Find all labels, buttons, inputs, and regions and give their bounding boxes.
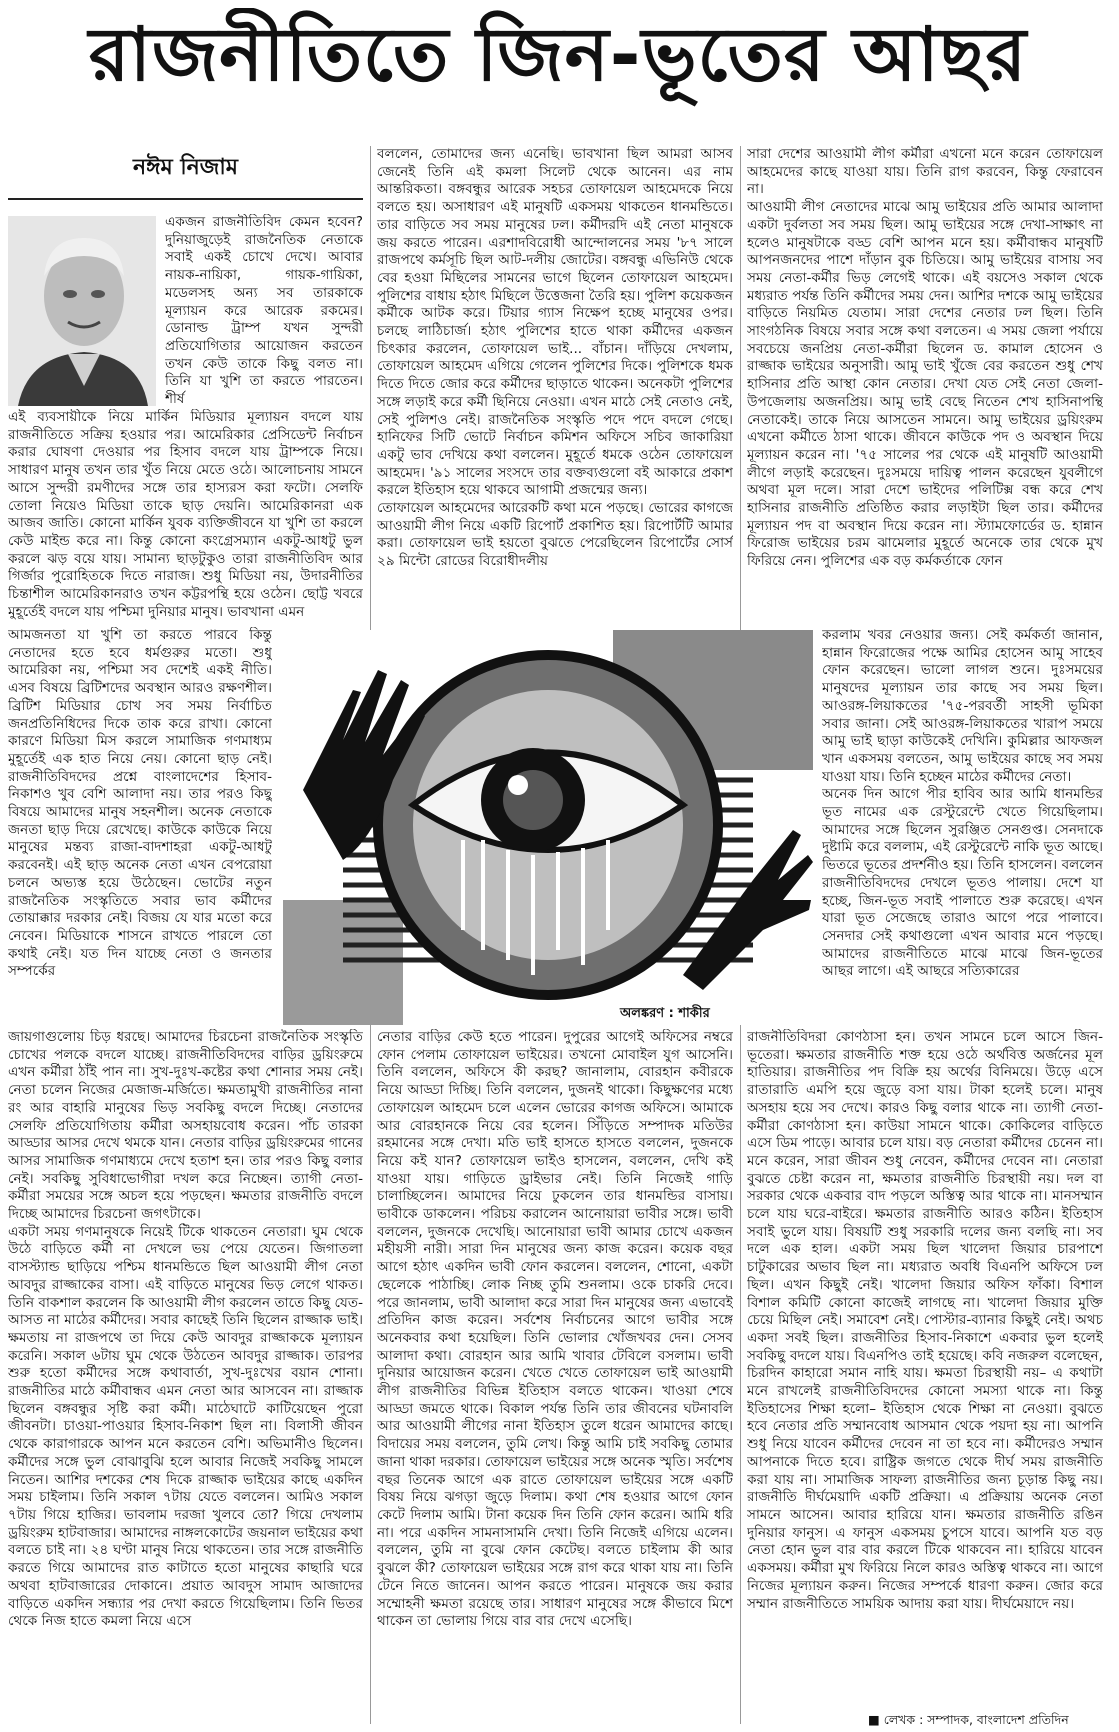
author-photo (8, 216, 156, 406)
illustration (283, 630, 813, 1025)
column-1-lower (8, 1029, 363, 1724)
paragraph: করলাম খবর নেওয়ার জন্য। সেই কর্মকর্তা জানান, হান্নান ফিরোজের পক্ষে আমির হোসেন আমু সাহেব ফোন করেছেন। ভালো লাগল শুনে। দুঃসময়ের মানুষদের মূল্যায়ন তার কাছে সব সময় ছিল। আওরঙ্গ-লিয়াকতের '৭৫-পরবর্তী সাহসী ভূমিকা সবার জানা। সেই আওরঙ্গ-লিয়াকতের খারাপ সময়ে আমু ভাই ছাড়া কাউকেই দেখিনি। কুমিল্লার আফজল খান একসময় বলতেন, আমু ভাইয়ের কাছে সব সময় যাওয়া যায়। তিনি হচ্ছেন মাঠের কর্মীদের নেতা। অনেক দিন আগে পীর হাবিব আর আমি ধানমন্ডির ভূত নামের এক রেস্টুরেন্টে খেতে গিয়েছিলাম। আমাদের সঙ্গে ছিলেন সুরঞ্জিত সেনগুপ্ত। সেনদাকে দুষ্টামি করে বললাম, এই রেস্টুরেন্টে নাকি ভূত আছে। ভিতরে ভূতের প্রদর্শনীও হয়। তিনি হাসলেন। বললেন রাজনীতিবিদদের দেখলে ভূতও পালায়। দেশে যা হচ্ছে, জিন-ভূত সবাই পালাতে শুরু করেছে। এখন যারা ভূত সেজেছে তারাও আগে পরে পালাবে। সেনদার সেই কথাগুলো এখন আবার মনে পড়ছে। আমাদের রাজনীতিতে মাঝে মাঝে জিন-ভূতের আছর লাগে। এই আছরে সত্যিকারের (822, 627, 1103, 980)
column-1-upper (8, 409, 363, 625)
paragraph: বললেন, তোমাদের জন্য এনেছি। ভাবখানা ছিল আমরা আসব জেনেই তিনি এই কমলা সিলেট থেকে আনেন। এর নাম আন্তরিকতা। বঙ্গবন্ধুর আরেক সহচর তোফায়েল আহমেদকে নিয়ে বলতে হয়। অসাধারণ এই মানুষটি একসময় থাকতেন ধানমন্ডিতে। তার বাড়িতে সব সময় মানুষের ঢল। কর্মীদরদি এই নেতা মানুষকে জয় করতে পারেন। এরশাদবিরোধী আন্দোলনের সময় '৮৭ সালে রাজপথে কর্মসূচি ছিল আট-দলীয় জোটের। বঙ্গবন্ধু এভিনিউ থেকে বের হওয়া মিছিলের সামনের ভাগে ছিলেন তোফায়েল আহমেদ। পুলিশের বাধায় হঠাৎ মিছিলে উত্তেজনা তৈরি হয়। পুলিশ কয়েকজন কর্মীকে আটক করে। টিয়ার গ্যাস নিক্ষেপ হচ্ছে মানুষের ওপর। চলছে লাঠিচার্জ। হঠাৎ পুলিশের হাতে থাকা কর্মীদের একজন চিৎকার করলেন, তোফায়েল ভাই... বাঁচান। দাঁড়িয়ে দেখলাম, তোফায়েল আহমেদ এগিয়ে গেলেন পুলিশের দিকে। পুলিশকে ধমক দিতে দিতে জোর করে কর্মীদের ছাড়াতে থাকেন। অনেকটা পুলিশের সঙ্গে লড়াই করে কর্মী ছিনিয়ে নেওয়া। এখন মাঠে সেই নেতাও নেই, সেই পুলিশও নেই। রাজনৈতিক সংস্কৃতি পদে পদে বদলে গেছে। হানিফের সিটি ভোটে নির্বাচন কমিশন অফিসে সচিব জাকারিয়া একটু ভাব দেখিয়ে কথা বললেন। মুহূর্তে ধমকে ওঠেন তোফায়েল আহমেদ। '৯১ সালের সংসদে তার বক্তব্যগুলো বই আকারে প্রকাশ করলে ইতিহাস হয়ে থাকবে আগামী প্রজন্মের জন্য। তোফায়েল আহমেদের আরেকটি কথা মনে পড়ছে। ভোরের কাগজে আওয়ামী লীগ নিয়ে একটি রিপোর্ট প্রকাশিত হয়। রিপোর্টটি আমার করা। তোফায়েল ভাই হয়তো বুঝতে পেরেছিলেন রিপোর্টের সোর্স ২৯ মিন্টো রোডের বিরোধীদলীয় (377, 146, 733, 570)
paragraph: আমজনতা যা খুশি তা করতে পারবে কিন্তু নেতাদের হতে হবে ধর্মগুরুর মতো। শুধু আমেরিকা নয়, পশ্চিমা সব দেশেই একই নীতি। এসব বিষয়ে ব্রিটিশদের অবস্থান আরও রক্ষণশীল। ব্রিটিশ মিডিয়ার চোখ সব সময় নির্বাচিত জনপ্রতিনিধিদের দিকে তাক করে রাখা। কোনো কারণে মিডিয়া মিস করলে সামাজিক গণমাধ্যম মুহূর্তেই এক হাত নিয়ে নেয়। কোনো ছাড় নেই। রাজনীতিবিদদের প্রশ্নে বাংলাদেশের হিসাব-নিকাশও খুব বেশি আলাদা নয়। তার পরও কিছু বিষয়ে আমাদের মানুষ সহনশীল। অনেক নেতাকে জনতা ছাড় দিয়ে রেখেছে। কাউকে কাউকে নিয়ে মানুষের মন্তব্য রাজা-বাদশাহরা একটু-আধটু করবেনই। এই ছাড় অনেক নেতা এখন বেপরোয়া চলনে অভ্যস্ত হয়ে উঠেছেন। ভোটের নতুন রাজনৈতিক সংস্কৃতিতে সবার ভাব কর্মীদের তোয়াক্কার দরকার নেই। বিজয় যে যার মতো করে নেবেন। মিডিয়াকে শাসনে রাখতে পারলে তো কথাই নেই। যত দিন যাচ্ছে নেতা ও জনতার সম্পর্কের (8, 627, 272, 980)
paragraph: নেতার বাড়ির কেউ হতে পারেন। দুপুরের আগেই অফিসের নম্বরে ফোন পেলাম তোফায়েল ভাইয়ের। তখনো মোবাইল যুগ আসেনি। তিনি বললেন, অফিসে কী করছ? জানালাম, বোরহান কবীরকে নিয়ে আড্ডা দিচ্ছি। তিনি বললেন, দুজনই থাকো। কিছুক্ষণের মধ্যে তোফায়েল আহমেদ চলে এলেন ভোরের কাগজ অফিসে। আমাকে আর বোরহানকে নিয়ে বের হলেন। সিঁড়িতে সম্পাদক মতিউর রহমানের সঙ্গে দেখা। মতি ভাই হাসতে হাসতে বললেন, দুজনকে নিয়ে কই যান? তোফায়েল ভাইও হাসলেন, বললেন, দেখি কই যাওয়া যায়। গাড়িতে ড্রাইভার নেই। তিনি নিজেই গাড়ি চালাচ্ছিলেন। আমাদের নিয়ে ঢুকলেন তার ধানমন্ডির বাসায়। ভাবীকে ডাকলেন। পরিচয় করালেন আনোয়ারা ভাবীর সঙ্গে। ভাবী বললেন, দুজনকে দেখেছি। আনোয়ারা ভাবী আমার চোখে একজন মহীয়সী নারী। সারা দিন মানুষের জন্য কাজ করেন। কয়েক বছর আগে হঠাৎ একদিন ভাবী ফোন করলেন। বললেন, শোনো, একটা ছেলেকে পাঠাচ্ছি। লোক নিচ্ছ তুমি শুনলাম। ওকে চাকরি দেবে। পরে জানলাম, ভাবী আলাদা করে সারা দিন মানুষের জন্য এভাবেই প্রতিদিন কাজ করেন। সর্বশেষ নির্বাচনের আগে ভাবীর সঙ্গে অনেকবার কথা হয়েছিল। তিনি ভোলার খোঁজখবর দেন। সেসব আলাদা কথা। বোরহান আর আমি খাবার টেবিলে বসলাম। ভাবী দুনিয়ার আয়োজন করেন। খেতে খেতে তোফায়েল ভাই আওয়ামী লীগ রাজনীতির বিভিন্ন ইতিহাস বলতে থাকেন। খাওয়া শেষে আড্ডা জমতে থাকে। বিকাল পর্যন্ত তিনি তার জীবনের ঘটনাবলি আর আওয়ামী লীগের নানা ইতিহাস তুলে ধরেন আমাদের কাছে। বিদায়ের সময় বললেন, তুমি লেখ। কিন্তু আমি চাই সবকিছু তোমার জানা থাকা দরকার। তোফায়েল ভাইয়ের সঙ্গে অনেক স্মৃতি। সর্বশেষ বছর তিনেক আগে এক রাতে তোফায়েল ভাইয়ের সঙ্গে একটি বিষয় নিয়ে ঝগড়া জুড়ে দিলাম। কথা শেষ হওয়ার আগে ফোন কেটে দিলাম আমি। টানা কয়েক দিন তিনি ফোন করেন। আমি ধরি না। পরে একদিন সামনাসামনি দেখা। তিনি নিজেই এগিয়ে এলেন। বললেন, তুমি না বুঝে ফোন কেটেছ। বলতে চাইলাম কী আর বুঝলে কী? তোফায়েল ভাইয়ের সঙ্গে রাগ করে থাকা যায় না। তিনি টেনে নিতে জানেন। আপন করতে পারেন। মানুষকে জয় করার সম্মোহনী ক্ষমতা রয়েছে তার। সাধারণ মানুষের সঙ্গে কীভাবে মিশে থাকেন তা ভোলায় গিয়ে বার বার দেখে এসেছি। (377, 1029, 733, 1630)
paragraph: রাজনীতিবিদরা কোণঠাসা হন। তখন সামনে চলে আসে জিন-ভূতেরা। ক্ষমতার রাজনীতি শক্ত হয়ে ওঠে অর্থবিত্ত অর্জনের মূল হাতিয়ার। রাজনীতির পদ বিক্রি হয় অর্থের বিনিময়ে। উড়ে এসে রাতারাতি এমপি হয়ে জুড়ে বসা যায়। টাকা হলেই চলে। মানুষ অসহায় হয়ে সব দেখে। কারও কিছু বলার থাকে না। ত্যাগী নেতা-কর্মীরা কোণঠাসা হন। কাউয়া সামনে থাকে। কোকিলের বাড়িতে এসে ডিম পাড়ে। আবার চলে যায়। বড় নেতারা কর্মীদের চেনেন না। মনে করেন, সারা জীবন শুধু নেবেন, কর্মীদের দেবেন না। নেতারা বুঝতে চেষ্টা করেন না, ক্ষমতার রাজনীতি চিরস্থায়ী নয়। দল বা সরকার থেকে একবার বাদ পড়লে অস্তিত্ব আর থাকে না। মানসম্মান চলে যায় ঘরে-বাইরে। ক্ষমতার রাজনীতি আরও কঠিন। ইতিহাস সবাই ভুলে যায়। বিষয়টি শুধু সরকারি দলের জন্য বলছি না। সব দলে এক হাল। একটা সময় ছিল খালেদা জিয়ার চারপাশে চাটুকারের অভাব ছিল না। মধ্যরাত অবধি বিএনপি অফিসে ঢল ছিল। এখন কিছুই নেই। খালেদা জিয়ার অফিস ফাঁকা। বিশাল বিশাল কমিটি কোনো কাজেই লাগছে না। খালেদা জিয়ার মুক্তি চেয়ে মিছিল নেই। সমাবেশ নেই। পোস্টার-ব্যানার কিছুই নেই। অথচ একদা সবই ছিল। রাজনীতির হিসাব-নিকাশে একবার ভুল হলেই সবকিছু বদলে যায়। বিএনপিও তাই হয়েছে। কবি নজরুল বলেছেন, চিরদিন কাহারো সমান নাহি যায়। ক্ষমতা চিরস্থায়ী নয়– এ কথাটা মনে রাখলেই রাজনীতিবিদদের কোনো সমস্যা থাকে না। কিন্তু ইতিহাসের শিক্ষা হলো– ইতিহাস থেকে শিক্ষা না নেওয়া। বুঝতে হবে নেতার প্রতি সম্মানবোধ আসমান থেকে পয়দা হয় না। আপনি শুধু নিয়ে যাবেন কর্মীদের দেবেন না তা হবে না। কর্মীদেরও সম্মান আপনাকে দিতে হবে। রাষ্ট্রিক জগতে থেকে দীর্ঘ সময় রাজনীতি করা যায় না। সামাজিক সাফল্য রাজনীতির জন্য চূড়ান্ত কিছু নয়। রাজনীতি দীর্ঘমেয়াদি একটি প্রক্রিয়া। এ প্রক্রিয়ায় অনেক নেতা সামনে আসেন। আবার হারিয়ে যান। ক্ষমতার রাজনীতি রঙিন দুনিয়ার ফানুস। এ ফানুস একসময় চুপসে যাবে। আপনি যত বড় নেতা হোন ভুল বার বার করলে টিকে থাকবেন না। হারিয়ে যাবেন একসময়। কর্মীরা মুখ ফিরিয়ে নিলে কারও অস্তিত্ব থাকবে না। আগে নিজের মূল্যায়ন করুন। নিজের সম্পর্কে ধারণা করুন। জোর করে সম্মান রাজনীতিতে সাময়িক আদায় করা যায়। দীর্ঘমেয়াদে নয়। (747, 1029, 1103, 1612)
paragraph: একজন রাজনীতিবিদ কেমন হবেন? দুনিয়াজুড়েই রাজনৈতিক নেতাকে সবাই একই চোখে দেখে। আবার নায়ক-নায়িকা, গায়ক-গায়িকা, মডেলসহ অন্য সব তারকাকে মূল্যায়ন করে আরেক রকমের। ডোনাল্ড ট্রাম্প যখন সুন্দরী প্রতিযোগিতার আয়োজন করতেন তখন কেউ তাকে কিছু বলত না। তিনি যা খুশি তা করতে পারতেন। শীর্ষ (165, 214, 363, 407)
column-3-upper (747, 146, 1103, 624)
byline: নঈম নিজাম (132, 155, 239, 180)
byline-rule (8, 198, 363, 200)
paragraph: সারা দেশের আওয়ামী লীগ কর্মীরা এখনো মনে করেন তোফায়েল আহমেদের কাছে যাওয়া যায়। তিনি রাগ করবেন, কিন্তু ফেরাবেন না। আওয়ামী লীগ নেতাদের মাঝে আমু ভাইয়ের প্রতি আমার আলাদা একটা দুর্বলতা সব সময় ছিল। আমু ভাইয়ের সঙ্গে দেখা-সাক্ষাৎ না হলেও মানুষটাকে বড্ড বেশি আপন মনে হয়। কর্মীবান্ধব মানুষটি আপনজনদের পাশে দাঁড়ান বুক চিতিয়ে। আমু ভাইয়ের বাসায় সব সময় নেতা-কর্মীর ভিড় লেগেই থাকে। এই বয়সেও সকাল থেকে মধ্যরাত পর্যন্ত তিনি কর্মীদের সময় দেন। আশির দশকে আমু ভাইয়ের বাড়িতে নিয়মিত যেতাম। সারা দেশের নেতার ঢল ছিল। তিনি সাংগঠনিক বিষয়ে সবার সঙ্গে কথা বলতেন। এ সময় জেলা পর্যায়ে সবচেয়ে জনপ্রিয় নেতা-কর্মীরা ছিলেন ড. কামাল হোসেন ও রাজ্জাক ভাইয়ের অনুসারী। আমু ভাই খুঁজে বের করতেন শুধু শেখ হাসিনার প্রতি আস্থা কোন নেতার। দেখা যেত সেই নেতা জেলা-উপজেলায় অজনপ্রিয়। আমু ভাই বেছে নিতেন শেখ হাসিনাপন্থি নেতাকেই। তাকে নিয়ে আসতেন সামনে। আমু ভাইয়ের ড্রয়িংরুম এখনো কর্মীতে ঠাসা থাকে। জীবনে কাউকে পদ ও অবস্থান দিয়ে মূল্যায়ন করেন না। '৭৫ সালের পর থেকে এই মানুষটি আওয়ামী লীগে লড়াই করেছেন। দুঃসময়ে দায়িত্ব পালন করেছেন যুবলীগে অথবা মূল দলে। সারা দেশে ভাইদের পলিটিক্স বন্ধ করে শেখ হাসিনার রাজনীতি প্রতিষ্ঠিত করার লড়াইটা ছিল তার। কর্মীদের মূল্যায়ন পদ বা অবস্থান দিয়ে করেন না। স্ট্যামফোর্ডের ড. হান্নান ফিরোজ ভাইয়ের চরম ঝামেলার মুহূর্তে অনেকে তার থেকে মুখ ফিরিয়ে নেন। পুলিশের এক বড় কর্মকর্তাকে ফোন (747, 146, 1103, 570)
headline: রাজনীতিতে জিন-ভূতের আছর (88, 11, 1028, 98)
author-photo-image (8, 216, 156, 406)
column-2-lower (377, 1029, 733, 1724)
eye-illustration (283, 630, 813, 1025)
column-2-upper (377, 146, 733, 624)
illustration-credit: অলঙ্করণ : শাকীর (620, 1006, 710, 1021)
paragraph: জায়গাগুলোয় চিড় ধরছে। আমাদের চিরচেনা রাজনৈতিক সংস্কৃতি চোখের পলকে বদলে যাচ্ছে। রাজনীতিবিদদের বাড়ির ড্রয়িংরুমে এখন কর্মীরা ঠাঁই পান না। সুখ-দুঃখ-কষ্টের কথা শোনার সময় নেই। নেতা চলেন নিজের মেজাজ-মর্জিতে। ক্ষমতামুখী রাজনীতির নানা রং আর বাহারি মানুষের ভিড় সবকিছু বদলে দিচ্ছে। নেতাদের সেলফি প্রতিযোগিতায় কর্মীরা অসহায়বোধ করেন। পাঁচ তারকা আড্ডার আসর দেখে থমকে যান। নেতার বাড়ির ড্রয়িংরুমের গানের আসর সামাজিক গণমাধ্যমে দেখে হতাশ হন। তার পরও কিছু বলার নেই। সবকিছু সুবিধাভোগীরা দখল করে নিচ্ছেন। ত্যাগী নেতা-কর্মীরা সময়ের সঙ্গে অচল হয়ে পড়ছেন। ক্ষমতার রাজনীতি বদলে দিচ্ছে আমাদের চিরচেনা জগৎটাকে। একটা সময় গণমানুষকে নিয়েই টিকে থাকতেন নেতারা। ঘুম থেকে উঠে বাড়িতে কর্মী না দেখলে ভয় পেয়ে যেতেন। জিগাতলা বাসস্ট্যান্ড ছাড়িয়ে পশ্চিম ধানমন্ডিতে ছিল আওয়ামী লীগ নেতা আবদুর রাজ্জাকের বাসা। এই বাড়িতে মানুষের ভিড় লেগে থাকত। তিনি বাকশাল করলেন কি আওয়ামী লীগ করলেন তাতে কিছু যেত-আসত না মাঠের কর্মীদের। সবার কাছেই তিনি ছিলেন রাজ্জাক ভাই। ক্ষমতায় না রাজপথে তা দিয়ে কেউ আবদুর রাজ্জাককে মূল্যায়ন করেনি। সকাল ৬টায় ঘুম থেকে উঠতেন আবদুর রাজ্জাক। তারপর শুরু হতো কর্মীদের সঙ্গে কথাবার্তা, সুখ-দুঃখের বয়ান শোনা। রাজনীতির মাঠে কর্মীবান্ধব এমন নেতা আর আসবেন না। রাজ্জাক ছিলেন বঙ্গবন্ধুর সৃষ্টি করা কর্মী। মাঠেঘাটে কাটিয়েছেন পুরো জীবনটা। চাওয়া-পাওয়ার হিসাব-নিকাশ ছিল না। বিলাসী জীবন থেকে কারাগারকে আপন মনে করতেন বেশি। অভিমানীও ছিলেন। কর্মীদের সঙ্গে ভুল বোঝাবুঝি হলে আবার নিজেই সবকিছু সামলে নিতেন। আশির দশকের শেষ দিকে রাজ্জাক ভাইয়ের কাছে একদিন সময় চাইলাম। তিনি সকাল ৭টায় যেতে বললেন। আমিও সকাল ৭টায় গিয়ে হাজির। ভাবলাম দরজা খুলবে তো? গিয়ে দেখলাম ড্রয়িংরুম হাটবাজার। আমাদের নাঙ্গলকোটের জয়নাল ভাইয়ের কথা বলতে চাই না। ২৪ ঘণ্টা মানুষ নিয়ে থাকতেন। তার সঙ্গে রাজনীতি করতে গিয়ে আমাদের রাত কাটাতে হতো মানুষের কাছারি ঘরে অথবা হাটবাজারের দোকানে। প্রয়াত আবদুস সামাদ আজাদের বাড়িতে একদিন সন্ধ্যার পর দেখা করতে গিয়েছিলাম। তিনি ভিতর থেকে নিজ হাতে কমলা নিয়ে এসে (8, 1029, 363, 1630)
author-note: ■ লেখক : সম্পাদক, বাংলাদেশ প্রতিদিন (868, 1712, 1069, 1727)
column-3-beside-art (822, 627, 1103, 1027)
paragraph: এই ব্যবসায়ীকে নিয়ে মার্কিন মিডিয়ার মূল্যায়ন বদলে যায় রাজনীতিতে সক্রিয় হওয়ার পর। আমেরিকার প্রেসিডেন্ট নির্বাচন করার ঘোষণা দেওয়ার পর হিসাব বদলে যায় ট্রাম্পকে নিয়ে। সাধারণ মানুষ তখন তার খুঁত নিয়ে মেতে ওঠে। আলোচনায় সামনে আসে সুন্দরী রমণীদের সঙ্গে তার হাস্যরস করা ফটো। সেলফি তোলা নিয়েও মিডিয়া তাকে ছাড় দেয়নি। আমেরিকানরা এক আজব জাতি। কোনো মার্কিন যুবক ব্যক্তিজীবনে যা খুশি তা করলে কেউ মাইন্ড করে না। কিন্তু কোনো কংগ্রেসম্যান একটু-আধটু ভুল করলে ঝড় বয়ে যায়। সামান্য ছাড়টুকুও তারা রাজনীতিবিদ আর গির্জার পুরোহিতকে দিতে নারাজ। শুধু মিডিয়া নয়, উদারনীতির চিন্তাশীল আমেরিকানরাও তখন কট্টরপন্থি হয়ে ওঠেন। ছোট্ট খবরে মুহূর্তেই বদলে যায় পশ্চিমা দুনিয়ার মানুষ। ভাবখানা এমন (8, 409, 363, 620)
column-3-lower (747, 1029, 1103, 1707)
column-1-beside-photo (165, 214, 363, 407)
column-1-beside-art (8, 627, 272, 1027)
